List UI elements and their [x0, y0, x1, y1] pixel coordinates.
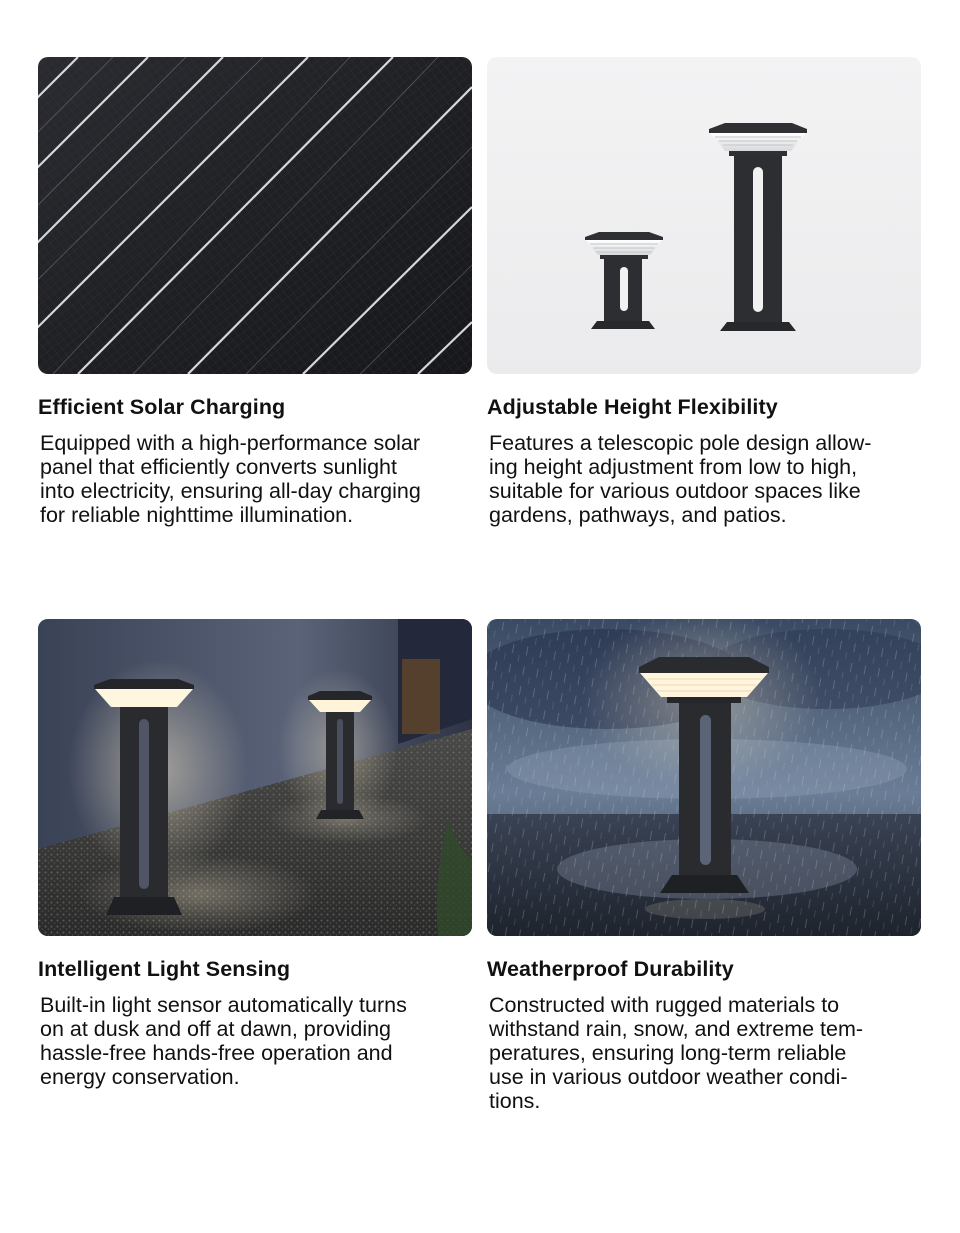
feature-card-weatherproof: [487, 619, 921, 1113]
night-path-image: [38, 619, 472, 936]
feature-title: Adjustable Height Flexibility: [487, 395, 778, 419]
description-line: Features a telescopic pole design allow-: [489, 431, 872, 455]
feature-description: [40, 993, 472, 1089]
description-line: suitable for various outdoor spaces like: [489, 479, 861, 503]
feature-description: [489, 431, 921, 527]
description-line: withstand rain, snow, and extreme tem-: [489, 1017, 864, 1041]
feature-card-adjustable-height: [487, 57, 921, 527]
description-line: for reliable nighttime illumination.: [40, 503, 354, 527]
description-line: on at dusk and off at dawn, providing: [40, 1017, 392, 1041]
description-line: tions.: [489, 1089, 541, 1113]
rain-lamp-image: [487, 619, 921, 936]
two-lamps-image: [487, 57, 921, 374]
feature-title: Efficient Solar Charging: [38, 395, 286, 419]
feature-description: [489, 993, 921, 1113]
feature-title: Weatherproof Durability: [487, 957, 734, 981]
description-line: gardens, pathways, and patios.: [489, 503, 787, 527]
description-line: into electricity, ensuring all-day charging: [40, 479, 421, 503]
description-line: energy conservation.: [40, 1065, 240, 1089]
description-line: Built-in light sensor automatically turns: [40, 993, 407, 1017]
description-line: Constructed with rugged materials to: [489, 993, 840, 1017]
description-line: peratures, ensuring long-term reliable: [489, 1041, 847, 1065]
description-line: panel that efficiently converts sunlight: [40, 455, 397, 479]
feature-card-solar-charging: [38, 57, 472, 527]
description-line: hassle-free hands-free operation and: [40, 1041, 393, 1065]
description-line: use in various outdoor weather condi-: [489, 1065, 848, 1089]
description-line: Equipped with a high-performance solar: [40, 431, 421, 455]
feature-description: [40, 431, 472, 527]
feature-card-light-sensing: [38, 619, 472, 1089]
description-line: ing height adjustment from low to high,: [489, 455, 858, 479]
solar-panel-image: [38, 57, 472, 374]
feature-title: Intelligent Light Sensing: [38, 957, 291, 981]
